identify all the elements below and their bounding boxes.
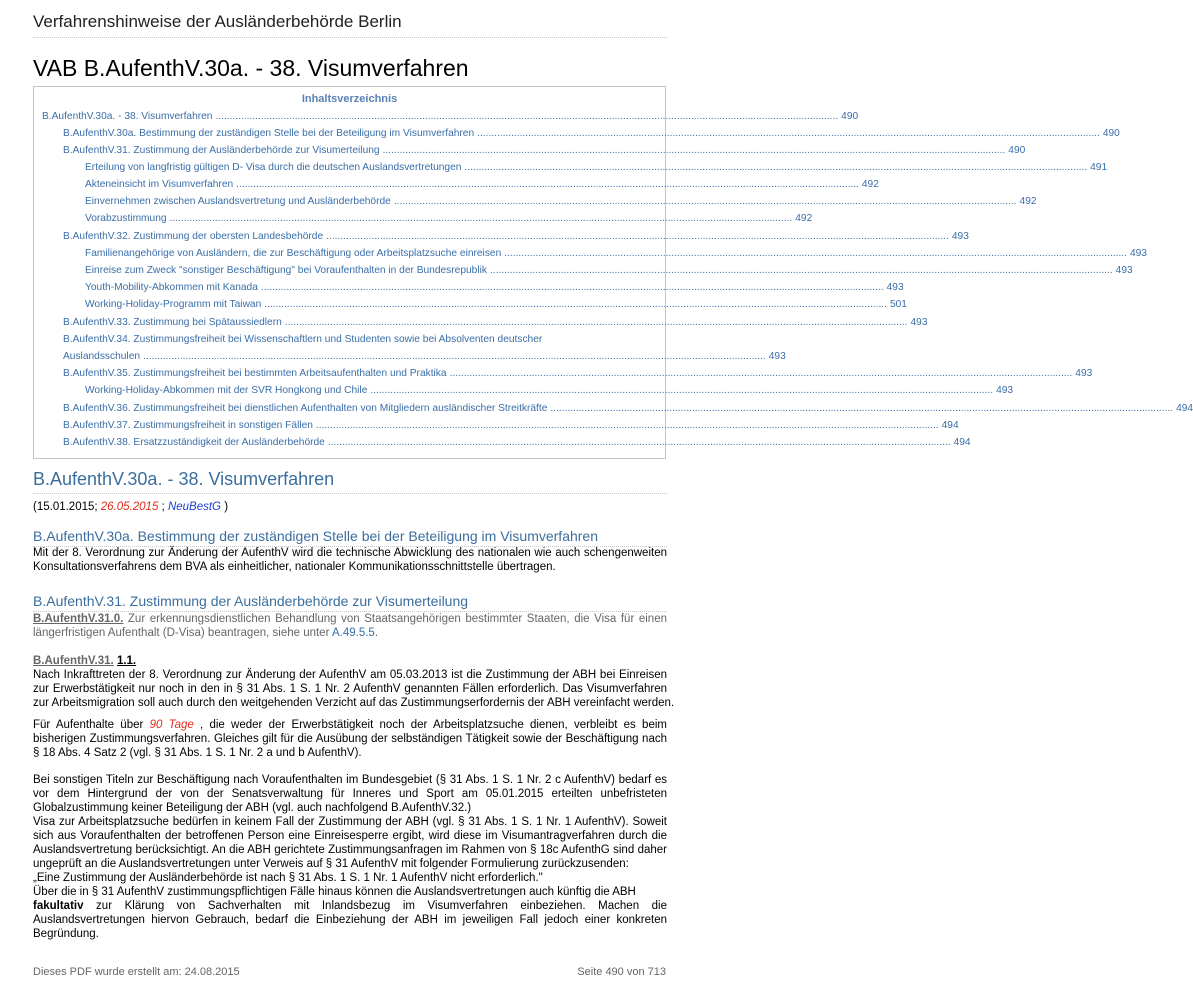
toc-page-number: 490 — [841, 111, 859, 122]
paragraph-line: Bei sonstigen Titeln zur Beschäftigung nach Voraufenthalten im Bundesgebiet (§ 31 Abs. 1 S. 1 Nr. 2 c AufenthV) bedarf es — [33, 774, 667, 786]
toc-page-number: 490 — [1008, 145, 1026, 156]
ref-a-49-5-5-link[interactable]: A.49.5.5 — [331, 627, 375, 639]
toc-entry-label: Familienangehörige von Ausländern, die zur Beschäftigung oder Arbeitsplatzsuche einreisen — [85, 248, 502, 259]
highlight-90-days: 90 Tage — [149, 719, 194, 731]
toc-entry-label: B.AufenthV.31. Zustimmung der Ausländerbehörde zur Visumerteilung — [63, 145, 380, 156]
toc-leader-dots: ............................................................................................................................................................................................................................ — [382, 145, 1006, 156]
toc-leader-dots: ............................................................................................................................................................................................................................ — [260, 282, 884, 293]
toc-title: Inhaltsverzeichnis — [301, 93, 398, 105]
toc-entry-label: B.AufenthV.36. Zustimmungsfreiheit bei dienstlichen Aufenthalten von Mitgliedern ausländischer Streitkräfte — [63, 403, 548, 414]
toc-leader-dots: ............................................................................................................................................................................................................................ — [489, 265, 1113, 276]
toc-entry[interactable] — [85, 162, 1108, 178]
toc-page-number: 490 — [1102, 128, 1120, 139]
neubestg-link[interactable]: NeuBestG — [167, 501, 221, 513]
paragraph-line: längerfristigen Aufenthalt (D-Visa) beantragen, siehe unter A.49.5.5. — [33, 627, 379, 639]
toc-leader-dots: ............................................................................................................................................................................................................................ — [236, 179, 859, 190]
toc-entry[interactable] — [63, 368, 1093, 384]
paragraph-line: ungeprüft an die Auslandsvertretungen unter Verweis auf § 31 AufenthV mit folgender Formulierung zurückzusenden: — [33, 858, 629, 870]
section-rule — [33, 493, 667, 494]
footer-page-number: Seite 490 von 713 — [577, 966, 666, 978]
toc-page-number: 493 — [1075, 368, 1093, 379]
toc-page-number: 493 — [886, 282, 904, 293]
paragraph-line: Visa zur Arbeitsplatzsuche bedürfen in keinem Fall der Zustimmung der ABH (vgl. § 31 Abs. 1 S. 1 Nr. 1 AufenthV). Soweit — [33, 816, 667, 828]
ref-31-0[interactable]: B.AufenthV.31.0. — [33, 613, 124, 625]
running-header: Verfahrenshinweise der Ausländerbehörde Berlin — [33, 12, 402, 31]
toc-entry-label: Working-Holiday-Abkommen mit der SVR Hongkong und Chile — [85, 385, 368, 396]
toc-leader-dots: ............................................................................................................................................................................................................................ — [393, 196, 1017, 207]
paragraph-line: Nach Inkrafttreten der 8. Verordnung zur Änderung der AufenthV am 05.03.2013 ist die Zustimmung der ABH bei Einreisen — [33, 669, 667, 681]
toc-entry-label: Working-Holiday-Programm mit Taiwan — [85, 299, 262, 310]
toc-leader-dots: ............................................................................................................................................................................................................................ — [284, 317, 908, 328]
toc-entry[interactable] — [63, 317, 928, 333]
paragraph-line: zur Arbeitsmigration soll auch durch den weitgehenden Verzicht auf das Zustimmungserfordernis der ABH vereinfacht werden. — [33, 697, 675, 709]
toc-entry[interactable] — [63, 231, 969, 247]
toc-entry[interactable] — [63, 420, 959, 436]
toc-page-number: 493 — [1129, 248, 1147, 259]
footer-created: Dieses PDF wurde erstellt am: 24.08.2015 — [33, 966, 240, 978]
toc-entry[interactable] — [85, 265, 1133, 281]
paragraph-line: Begründung. — [33, 928, 99, 940]
subsection-31-heading: B.AufenthV.31. Zustimmung der Ausländerbehörde zur Visumerteilung — [33, 593, 469, 609]
toc-page-number: 493 — [951, 231, 969, 242]
toc-leader-dots: ............................................................................................................................................................................................................................ — [550, 403, 1174, 414]
toc-page-number: 492 — [1019, 196, 1037, 207]
toc-page-number: 501 — [889, 299, 907, 310]
bold-term: fakultativ — [33, 900, 84, 912]
toc-entry-label: Erteilung von langfristig gültigen D- Visa durch die deutschen Auslandsvertretungen — [85, 162, 462, 173]
toc-entry-label: Einvernehmen zwischen Auslandsvertretung und Ausländerbehörde — [85, 196, 391, 207]
toc-entry-label: B.AufenthV.38. Ersatzzuständigkeit der Ausländerbehörde — [63, 437, 325, 448]
toc-entry-label: Auslandsschulen — [63, 351, 141, 362]
toc-entry-label: B.AufenthV.32. Zustimmung der obersten Landesbehörde — [63, 231, 324, 242]
toc-page-number: 494 — [1176, 403, 1193, 414]
paragraph-line: § 18 Abs. 4 Satz 2 (vgl. § 31 Abs. 1 S. 1 Nr. 2 a und b AufenthV). — [33, 747, 362, 759]
version-dates: (15.01.2015; 26.05.2015 ; NeuBestG ) — [33, 501, 229, 513]
document-title: VAB B.AufenthV.30a. - 38. Visumverfahren — [33, 55, 469, 81]
subsection-30a-heading: B.AufenthV.30a. Bestimmung der zuständigen Stelle bei der Beteiligung im Visumverfahren — [33, 528, 599, 544]
toc-entry-label: B.AufenthV.33. Zustimmung bei Spätaussiedlern — [63, 317, 282, 328]
toc-entry-label: Einreise zum Zweck "sonstiger Beschäftigung" bei Voraufenthalten in der Bundesrepublik — [85, 265, 487, 276]
toc-entry[interactable] — [85, 196, 1037, 212]
toc-leader-dots: ............................................................................................................................................................................................................................ — [326, 231, 949, 242]
toc-leader-dots: ............................................................................................................................................................................................................................ — [504, 248, 1127, 259]
paragraph-line: sich aus Voraufenthalten der betroffenen Person eine Einreisesperre ergibt, wird diese im Visumantragverfahren durch die — [33, 830, 667, 842]
ref-31-1-1: B.AufenthV.31. 1.1. — [33, 655, 137, 667]
paragraph-line: B.AufenthV.31.0. Zur erkennungsdienstlichen Behandlung von Staatsangehörigen bestimmter Staaten, die Visa für einen — [33, 613, 667, 625]
toc-page-number: 494 — [941, 420, 959, 431]
toc-page-number: 493 — [910, 317, 928, 328]
toc-entry-label: B.AufenthV.30a. - 38. Visumverfahren — [42, 111, 213, 122]
toc-entry[interactable] — [63, 403, 1193, 419]
toc-entry-label: B.AufenthV.35. Zustimmungsfreiheit bei bestimmten Arbeitsaufenthalten und Praktika — [63, 368, 447, 379]
toc-leader-dots: ............................................................................................................................................................................................................................ — [370, 385, 994, 396]
toc-entry[interactable] — [85, 385, 1014, 401]
paragraph-line: vor dem Hintergrund der von der Senatsverwaltung für Inneres und Sport am 05.01.2015 erteilten unbefristeten — [33, 788, 667, 800]
paragraph-line: zur Erwerbstätigkeit nur noch in den in § 31 Abs. 1 S. 1 Nr. 2 AufenthV genannten Fällen erforderlich. Das Visumverfahren — [33, 683, 667, 695]
toc-leader-dots: ............................................................................................................................................................................................................................ — [169, 213, 793, 224]
toc-leader-dots: ............................................................................................................................................................................................................................ — [143, 351, 766, 362]
toc-leader-dots: ............................................................................................................................................................................................................................ — [464, 162, 1088, 173]
toc-page-number: 493 — [768, 351, 786, 362]
paragraph-line: bisherigen Zustimmungsverfahren. Gleiches gilt für die Ausübung der selbständigen Tätigkeit sowie der Beschäftigung nach — [33, 733, 667, 745]
toc-entry[interactable] — [85, 213, 813, 229]
toc-entry[interactable] — [42, 111, 859, 127]
toc-leader-dots: ............................................................................................................................................................................................................................ — [215, 111, 839, 122]
toc-entry[interactable] — [63, 437, 971, 453]
section-heading: B.AufenthV.30a. - 38. Visumverfahren — [33, 469, 335, 489]
toc-entry-label[interactable]: B.AufenthV.34. Zustimmungsfreiheit bei Wissenschaftlern und Studenten sowie bei Absolventen deutscher — [63, 334, 543, 345]
toc-page-number: 493 — [1115, 265, 1133, 276]
toc-leader-dots: ............................................................................................................................................................................................................................ — [264, 299, 887, 310]
paragraph-line: Mit der 8. Verordnung zur Änderung der AufenthV wird die technische Abwicklung des nationalen wie auch schengenweiten — [33, 547, 667, 559]
toc-entry[interactable] — [85, 248, 1147, 264]
toc-entry-label: B.AufenthV.30a. Bestimmung der zuständigen Stelle bei der Beteiligung im Visumverfahren — [63, 128, 475, 139]
toc-entry-label: Vorabzustimmung — [85, 213, 167, 224]
toc-leader-dots: ............................................................................................................................................................................................................................ — [477, 128, 1100, 139]
paragraph-line: Auslandsvertretung berücksichtigt. An die ABH gerichtete Zustimmungsanfragen im Rahmen von § 18c AufenthG sind daher — [33, 844, 667, 856]
toc-entry-label: B.AufenthV.37. Zustimmungsfreiheit in sonstigen Fällen — [63, 420, 313, 431]
toc-page-number: 493 — [996, 385, 1014, 396]
toc-page-number: 491 — [1090, 162, 1108, 173]
paragraph-line: „Eine Zustimmung der Ausländerbehörde ist nach § 31 Abs. 1 S. 1 Nr. 1 AufenthV nicht erforderlich." — [33, 872, 543, 884]
paragraph-line: Auslandsvertretungen hiervon Gebrauch, bedarf die Einbeziehung der ABH im jeweiligen Fall jedoch einer konkreten — [33, 914, 667, 926]
toc-page-number: 494 — [953, 437, 971, 448]
paragraph-line: fakultativ zur Klärung von Sachverhalten mit Inlandsbezug im Visumverfahren einbeziehen. Machen die — [33, 900, 667, 912]
toc-entry[interactable] — [85, 179, 879, 195]
date-highlight: 26.05.2015 — [100, 501, 159, 513]
toc-entry[interactable] — [85, 282, 904, 298]
toc-page-number: 492 — [795, 213, 813, 224]
table-of-contents — [33, 86, 1193, 459]
toc-entry[interactable] — [63, 128, 1120, 144]
toc-leader-dots: ............................................................................................................................................................................................................................ — [449, 368, 1073, 379]
toc-page-number: 492 — [861, 179, 879, 190]
toc-entry[interactable] — [63, 145, 1026, 161]
toc-leader-dots: ............................................................................................................................................................................................................................ — [315, 420, 939, 431]
paragraph-line: Für Aufenthalte über 90 Tage , die weder der Erwerbstätigkeit noch der Arbeitsplatzsuche dienen, verbleibt es beim — [33, 719, 667, 731]
paragraph-line: Konsultationsverfahrens dem BVA als einheitlicher, nationaler Kommunikationsschnittstelle übertragen. — [33, 561, 556, 573]
toc-leader-dots: ............................................................................................................................................................................................................................ — [327, 437, 951, 448]
paragraph-line: Über die in § 31 AufenthV zustimmungspflichtigen Fälle hinaus können die Auslandsvertretungen auch künftig die ABH — [33, 886, 636, 898]
toc-entry[interactable] — [85, 299, 907, 315]
header-rule — [33, 37, 667, 38]
paragraph-line: Globalzustimmung keiner Beteiligung der ABH (vgl. auch nachfolgend B.AufenthV.32.) — [33, 802, 472, 814]
toc-entry-label: Youth-Mobility-Abkommen mit Kanada — [85, 282, 258, 293]
toc-entry[interactable] — [63, 351, 786, 367]
toc-entry-label: Akteneinsicht im Visumverfahren — [85, 179, 234, 190]
